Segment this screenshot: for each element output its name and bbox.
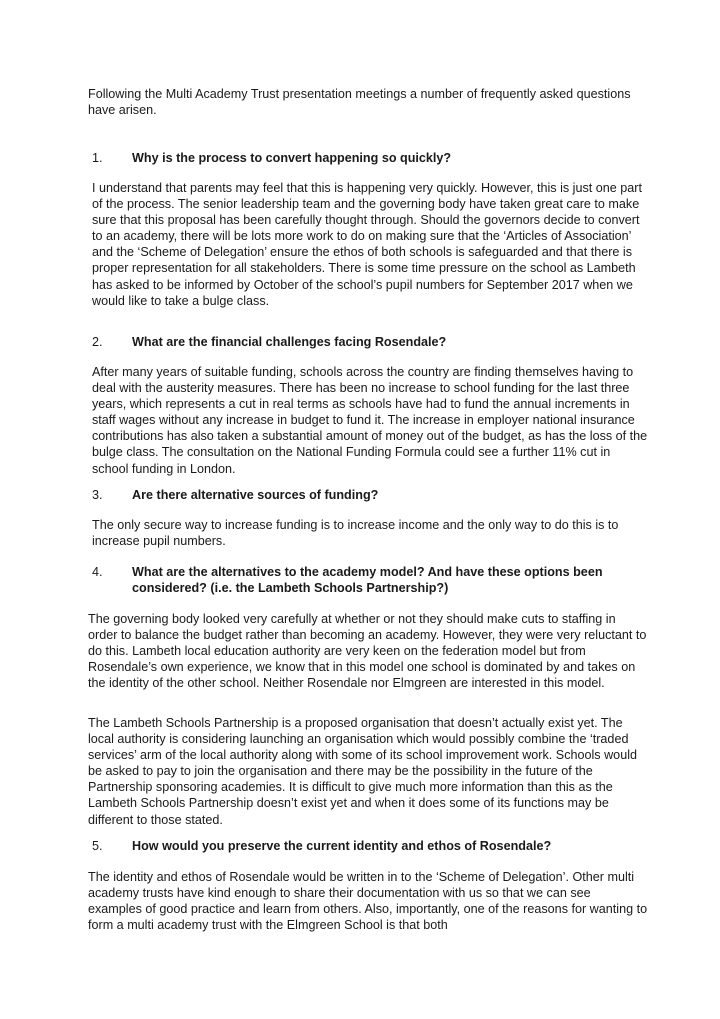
question-text: Are there alternative sources of funding? xyxy=(132,488,379,502)
answer-paragraph: The governing body looked very carefully at whether or not they should make cuts to staffing in order to balance the budget rather than becoming an academy. However, they were very reluctant to do this. Lambeth local education authority are very keen on the federation model but from Rosendale’s own experience, we know that in this model one school is dominated by and takes on the identity of the other school. Neither Rosendale nor Elmgreen are interested in this model. xyxy=(88,612,647,691)
question-text: What are the financial challenges facing Rosendale? xyxy=(132,335,447,349)
question-3 xyxy=(92,487,652,503)
answer-paragraph: After many years of suitable funding, schools across the country are finding themselves having to deal with the austerity measures. There has been no increase to school funding for the last three years, which represents a cut in real terms as schools have had to fund the annual increments in staff wages without any increase in budget to fund it. The increase in employer national insurance contributions has also taken a substantial amount of money out of the budget, as has the loss of the bulge class. The consultation on the National Funding Formula could see a further 11% cut in school funding in London. xyxy=(92,365,648,476)
question-text: What are the alternatives to the academy model? And have these options been considered? (i.e. the Lambeth Schools Partnership?) xyxy=(132,565,603,596)
question-number: 4. xyxy=(92,565,103,579)
question-2 xyxy=(92,334,652,350)
question-5 xyxy=(92,838,652,854)
intro-paragraph: Following the Multi Academy Trust presentation meetings a number of frequently asked questions have arisen. xyxy=(88,87,631,118)
answer-paragraph: The only secure way to increase funding is to increase income and the only way to do this is to increase pupil numbers. xyxy=(92,518,619,549)
question-number: 1. xyxy=(92,151,103,165)
answer-paragraph: I understand that parents may feel that this is happening very quickly. However, this is just one part of the process. The senior leadership team and the governing body have taken great care to make sure that this proposal has been carefully thought through. Should the governors decide to convert to an academy, there will be lots more work to do on making sure that the ‘Articles of Association’ and the ‘Scheme of Delegation’ ensure the ethos of both schools is safeguarded and that there is proper representation for all stakeholders. There is some time pressure on the school as Lambeth has asked to be informed by October of the school’s pupil numbers for September 2017 when we would like to take a bulge class. xyxy=(92,181,642,308)
question-number: 5. xyxy=(92,839,103,853)
question-text: How would you preserve the current identity and ethos of Rosendale? xyxy=(132,839,552,853)
question-4 xyxy=(92,564,652,596)
question-number: 2. xyxy=(92,335,103,349)
answer-paragraph: The identity and ethos of Rosendale would be written in to the ‘Scheme of Delegation’. Other multi academy trusts have kind enough to share their documentation with us so that we can see examples of good practice and learn from others. Also, importantly, one of the reasons for wanting to form a multi academy trust with the Elmgreen School is that both xyxy=(88,870,648,933)
answer-paragraph: The Lambeth Schools Partnership is a proposed organisation that doesn’t actually exist yet. The local authority is considering launching an organisation which would possibly combine the ‘traded services’ arm of the local authority along with some of its school improvement work. Schools would be asked to pay to join the organisation and there may be the possibility in the future of the Partnership sponsoring academies. It is difficult to give much more information than this as the Lambeth Schools Partnership doesn’t exist yet and when it does some of its functions may be different to those stated. xyxy=(88,716,637,827)
question-number: 3. xyxy=(92,488,103,502)
question-text: Why is the process to convert happening so quickly? xyxy=(132,151,452,165)
question-1 xyxy=(92,150,652,166)
